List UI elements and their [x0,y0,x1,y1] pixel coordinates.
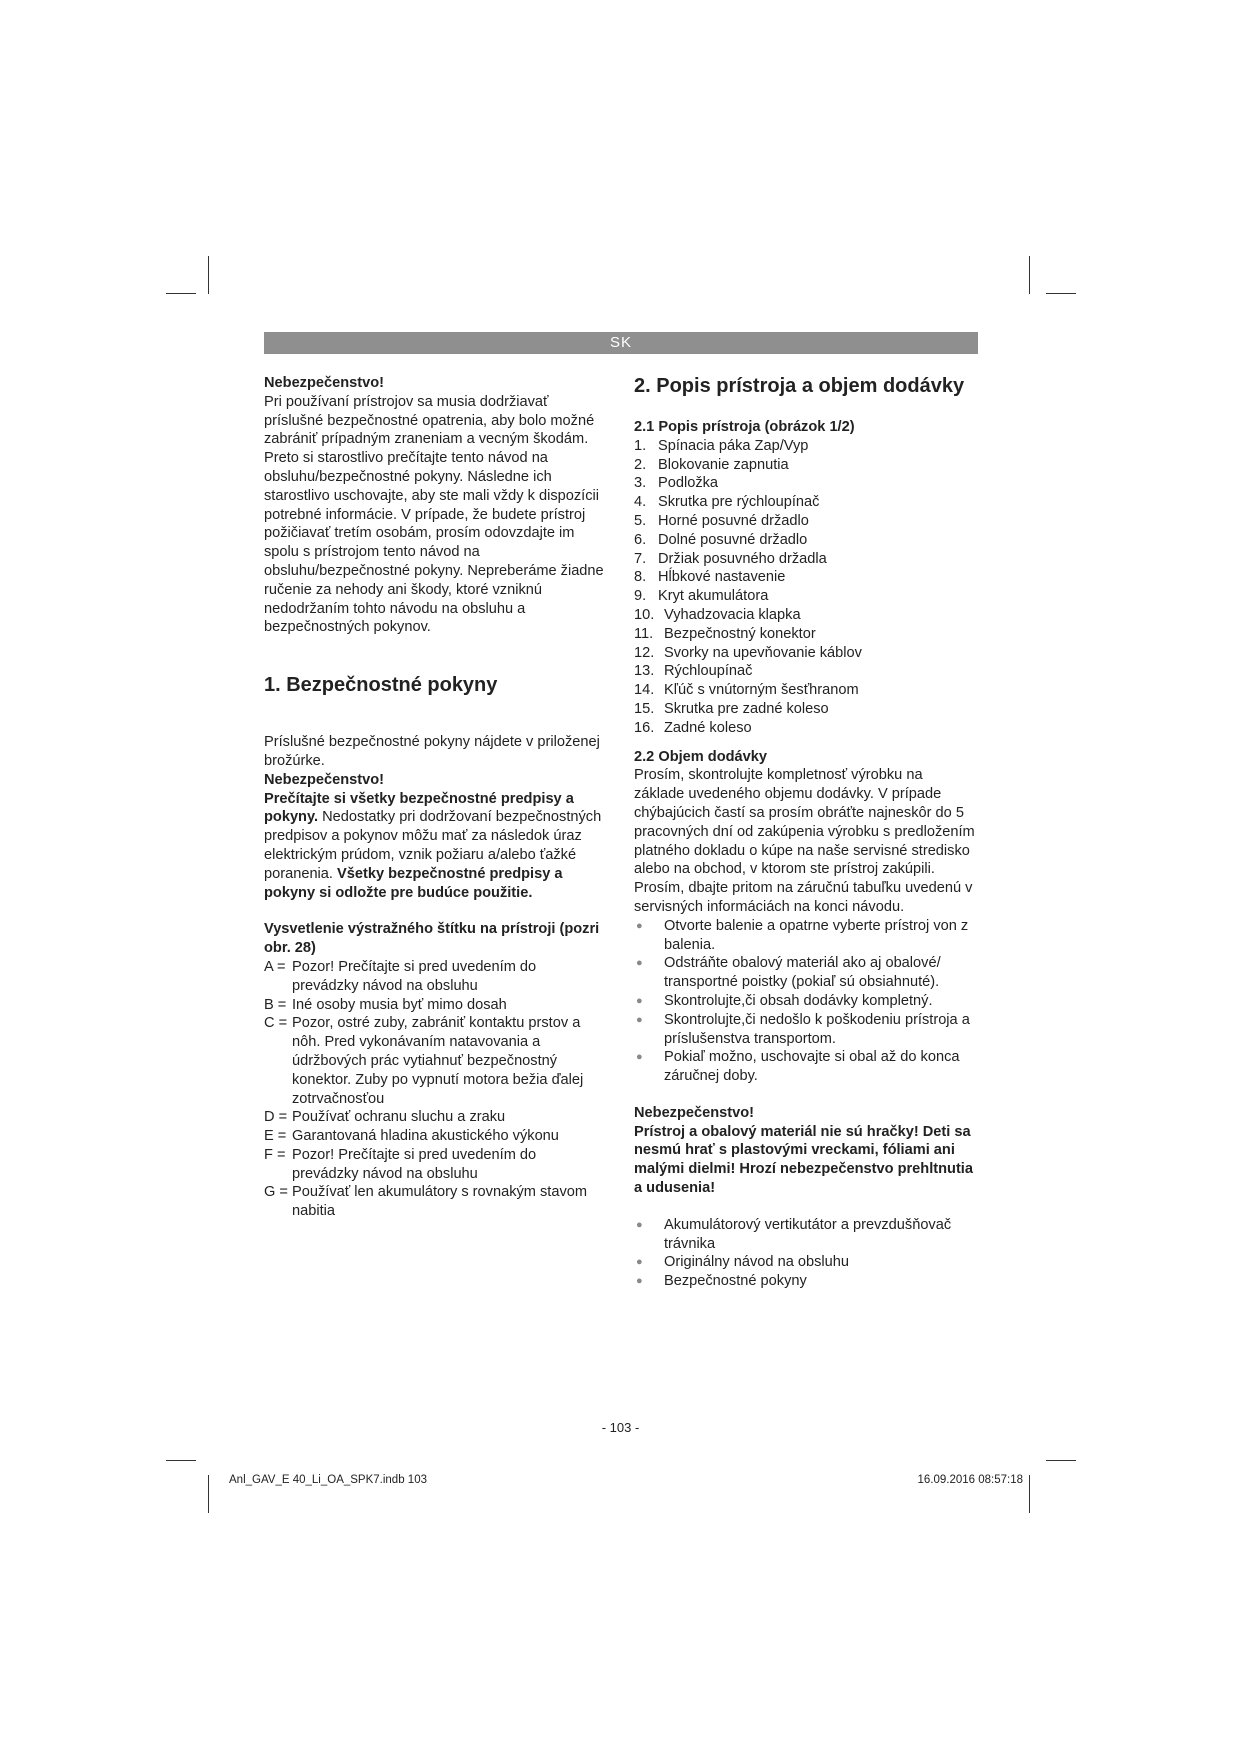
part-number: 13. [634,663,655,680]
bullet-text: Skontrolujte,či obsah dodávky kompletný. [664,992,933,1009]
part-number: 16. [634,719,655,736]
left-column [264,374,606,1221]
label-item [264,1183,606,1221]
bullet-icon: ● [636,1256,643,1269]
label-item [264,958,606,996]
crop-mark [166,1460,196,1461]
page-number: - 103 - [601,1420,640,1435]
part-label: Bezpečnostný konektor [664,625,816,642]
part-number: 3. [634,475,647,492]
label-item [264,996,606,1015]
footer-timestamp: 16.09.2016 08:57:18 [917,1474,1023,1486]
bullet-text: Bezpečnostné pokyny [664,1273,807,1290]
label-text: Pozor, ostré zuby, zabrániť kontaktu prstov a nôh. Pred vykonávaním natavovania a údržbových prác vytiahnuť bezpečnostný konektor. Zuby po vypnutí motora bežia ďalej zotrvačnosťou [292,1015,584,1107]
part-item [634,531,976,550]
part-item [634,662,976,681]
danger-title: Nebezpečenstvo! [634,1104,755,1121]
part-label: Skrutka pre zadné koleso [664,700,829,717]
bullet-text: Odstráňte obalový materiál ako aj obalové/ transportné poistky (pokiaľ sú obsiahnuté). [664,955,941,991]
part-item [634,550,976,569]
label-list [264,958,606,1221]
part-item [634,700,976,719]
section-1-title: 1. Bezpečnostné pokyny [264,674,498,697]
bullet-text: Skontrolujte,či nedošlo k poškodeniu prístroja a príslušenstva transportom. [664,1011,970,1047]
part-item [634,512,976,531]
bullet-item [634,1253,976,1272]
label-text: Pozor! Prečítajte si pred uvedením do prevádzky návod na obsluhu [292,958,537,994]
label-key: G = [264,1184,288,1201]
parts-list [634,437,976,738]
part-label: Zadné koleso [664,719,752,736]
part-label: Svorky na upevňovanie káblov [664,644,862,661]
delivery-paragraph: Prosím, skontrolujte kompletnosť výrobku na základe uvedeného objemu dodávky. V prípade chýbajúcich častí sa prosím obráťte najneskôr do 5 pracovných dní od zakúpenia výrobku s predložením platného dokladu o kúpe na naše servisné stredisko alebo na obchod, v ktorom ste prístroj zakúpili. Prosím, dbajte pritom na záručnú tabuľku uvedenú v servisných informáciách na konci návodu. [634,767,975,915]
footer-filename: Anl_GAV_E 40_Li_OA_SPK7.indb 103 [229,1474,427,1486]
part-number: 12. [634,644,655,661]
bullet-item [634,917,976,955]
warning-text: Nedostatky pri dodržovaní bezpečnostných predpisov a pokynov môžu mať za následok úraz elektrickým prúdom, vznik požiaru a/alebo ťažké poranenia. [264,809,602,882]
bullet-item [634,1048,976,1086]
part-item [634,568,976,587]
part-number: 8. [634,569,647,586]
crop-mark [208,256,209,294]
crop-mark [166,293,196,294]
bullet-item [634,1216,976,1254]
label-text: Používať len akumulátory s rovnakým stavom nabitia [292,1184,588,1220]
bullet-icon: ● [636,919,643,932]
bullet-text: Pokiaľ možno, uschovajte si obal až do konca záručnej doby. [664,1049,960,1085]
contents-list [634,1216,976,1291]
bullet-item [634,1272,976,1291]
part-number: 9. [634,588,647,605]
crop-mark [1029,1475,1030,1513]
part-number: 11. [634,625,654,642]
label-key: D = [264,1109,288,1126]
bullet-icon: ● [636,1013,643,1026]
part-item [634,493,976,512]
danger-title: Nebezpečenstvo! [264,771,385,788]
part-number: 2. [634,456,647,473]
label-key: A = [264,958,286,975]
bullet-item [634,1011,976,1049]
part-number: 14. [634,682,655,699]
part-label: Blokovanie zapnutia [658,456,789,473]
part-item [634,437,976,456]
danger-title: Nebezpečenstvo! [264,375,385,391]
bullet-icon: ● [636,1051,643,1064]
part-item [634,606,976,625]
label-explanation-title: Vysvetlenie výstražného štítku na prístroji (pozri obr. 28) [264,921,600,957]
danger-warning-paragraph [264,790,606,903]
part-item [634,587,976,606]
label-text: Iné osoby musia byť mimo dosah [292,996,507,1013]
part-number: 4. [634,494,647,511]
subsection-2-1-title: 2.1 Popis prístroja (obrázok 1/2) [634,419,855,435]
part-number: 1. [634,437,647,454]
part-item [634,456,976,475]
label-item [264,1108,606,1127]
label-text: Garantovaná hladina akustického výkonu [292,1128,559,1145]
part-item [634,625,976,644]
part-item [634,719,976,738]
section-1-intro: Príslušné bezpečnostné pokyny nájdete v priloženej brožúrke. [264,734,600,769]
warning-bold-end: Všetky bezpečnostné predpisy a pokyny si odložte pre budúce použitie. [264,865,563,901]
bullet-text: Akumulátorový vertikutátor a prevzdušňovač trávnika [664,1216,952,1252]
subsection-2-2-title: 2.2 Objem dodávky [634,748,768,765]
label-key: C = [264,1015,288,1032]
part-label: Hĺbkové nastavenie [658,569,786,586]
label-item [264,1146,606,1184]
part-label: Podložka [658,475,719,492]
bullet-icon: ● [636,994,643,1007]
part-label: Kryt akumulátora [658,588,769,605]
language-bar: SK [264,332,978,354]
label-key: F = [264,1146,286,1163]
part-number: 15. [634,700,655,717]
part-number: 6. [634,531,647,548]
warning-bold: Prečítajte si všetky bezpečnostné predpisy a pokyny. [264,790,574,826]
part-label: Skrutka pre rýchloupínač [658,494,820,511]
danger-paragraph: Pri používaní prístrojov sa musia dodržiavať príslušné bezpečnostné opatrenia, aby bolo možné zabrániť prípadným zraneniam a vecným škodám. Preto si starostlivo prečítajte tento návod na obsluhu/bezpečnostné pokyny. Následne ich starostlivo uschovajte, aby ste mali vždy k dispozícii potrebné informácie. V prípade, že budete prístroj požičiavať tretím osobám, prosím odovzdajte im spolu s prístrojom tento návod na obsluhu/bezpečnostné pokyny. Nepreberáme žiadne ručenie za nehody ani škody, ktoré vzniknú nedodržaním tohto návodu na obsluhu a bezpečnostných pokynov. [264,393,604,636]
label-text: Používať ochranu sluchu a zraku [292,1109,506,1126]
part-item [634,681,976,700]
danger-children-warning: Prístroj a obalový materiál nie sú hračky! Deti sa nesmú hrať s plastovými vreckami, fóliami ani malými dielmi! Hrozí nebezpečenstvo prehltnutia a udusenia! [634,1123,973,1197]
part-label: Kľúč s vnútorným šesťhranom [664,682,859,699]
part-label: Držiak posuvného držadla [658,550,827,567]
right-column [634,374,976,1291]
bullet-text: Originálny návod na obsluhu [664,1254,849,1271]
crop-mark [1046,293,1076,294]
label-item [264,1127,606,1146]
bullet-icon: ● [636,957,643,970]
bullet-text: Otvorte balenie a opatrne vyberte prístroj von z balenia. [664,917,969,953]
check-list [634,917,976,1086]
label-key: B = [264,996,287,1013]
label-key: E = [264,1128,287,1145]
bullet-item [634,992,976,1011]
label-item [264,1014,606,1108]
crop-mark [1046,1460,1076,1461]
part-item [634,644,976,663]
section-2-title: 2. Popis prístroja a objem dodávky [634,375,965,397]
label-text: Pozor! Prečítajte si pred uvedením do prevádzky návod na obsluhu [292,1146,537,1182]
part-label: Dolné posuvné držadlo [658,531,808,548]
part-label: Spínacia páka Zap/Vyp [658,437,809,454]
crop-mark [208,1475,209,1513]
crop-mark [1029,256,1030,294]
part-number: 5. [634,512,647,529]
bullet-item [634,954,976,992]
part-item [634,474,976,493]
part-number: 10. [634,606,655,623]
part-label: Horné posuvné držadlo [658,512,809,529]
part-label: Rýchloupínač [664,663,753,680]
bullet-icon: ● [636,1218,643,1231]
part-label: Vyhadzovacia klapka [664,606,801,623]
bullet-icon: ● [636,1275,643,1288]
part-number: 7. [634,550,647,567]
